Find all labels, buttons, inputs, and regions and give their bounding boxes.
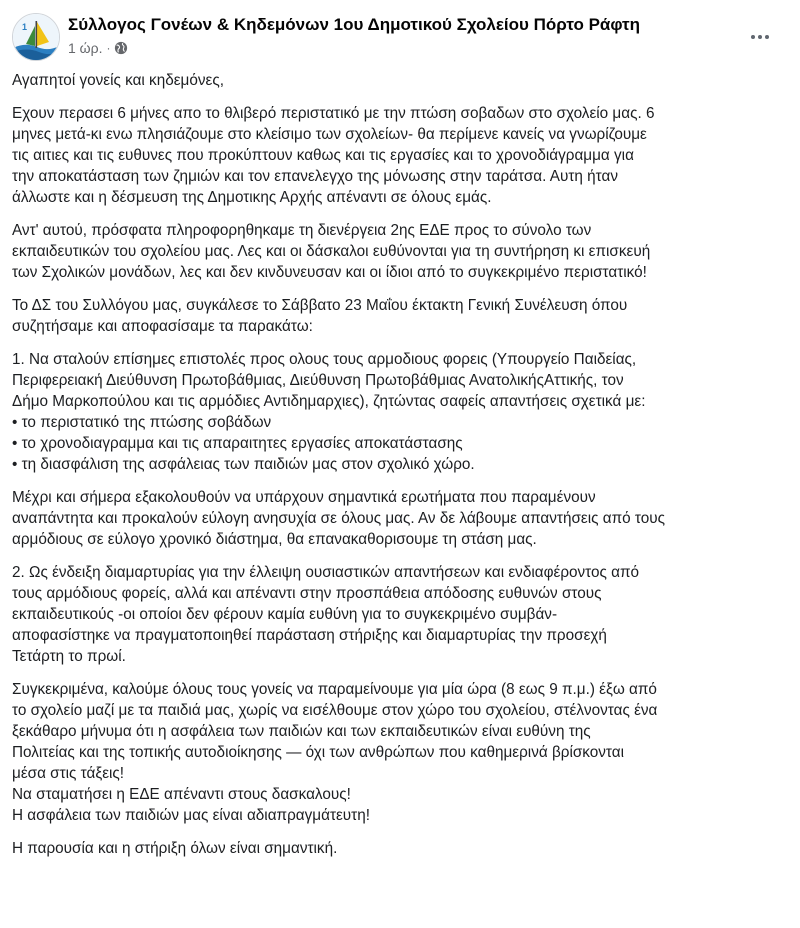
- post-text-line: Αγαπητοί γονείς και κηδεμόνες,: [12, 72, 224, 89]
- post-text-line: • το περιστατικό της πτώσης σοβάδων: [12, 414, 272, 431]
- post-text-line: Το ΔΣ του Συλλόγου μας, συγκάλεσε το Σάββατο 23 Μαΐου έκτακτη Γενική Συνέλευση όπου: [12, 297, 628, 314]
- post-text-line: Εχουν περασει 6 μήνες απο το θλιβερό περιστατικό με την πτώση σοβαδων στο σχολείο μας. 6: [12, 105, 655, 122]
- more-horizontal-icon: [751, 35, 769, 39]
- post-text-line: Η παρουσία και η στήριξη όλων είναι σημαντική.: [12, 840, 338, 857]
- post-text-line: αποφασίστηκε να πραγματοποιηθεί παράσταση στήριξης και διαμαρτυρίας την προσεχή: [12, 627, 607, 644]
- post-header: [12, 13, 788, 63]
- post-text-line: • το χρονοδιαγραμμα και τις απαραιτητες εργασίες αποκατάστασης: [12, 435, 463, 452]
- post-text-line: εκπαιδευτικών του σχολείου μας. Λες και οι δάσκαλοι ευθύνονται για τη συντήρηση κι επισκευή: [12, 243, 651, 260]
- post-text-line: το σχολείο μαζί με τα παιδιά μας, χωρίς να εισέλθουμε στον χώρο του σχολείου, στέλνοντας ένα: [12, 702, 658, 719]
- post-body: [12, 70, 786, 871]
- page-avatar[interactable]: [12, 13, 60, 61]
- post-text-line: Συγκεκριμένα, καλούμε όλους τους γονείς να παραμείνουμε για μία ώρα (8 εως 9 π.μ.) έξω από: [12, 681, 657, 698]
- post-text-line: ξεκάθαρο μήνυμα ότι η ασφάλεια των παιδιών και των εκπαιδευτικών είναι ευθύνη της: [12, 723, 591, 740]
- post-text-line: των Σχολικών μονάδων, λες και δεν κινδυνευσαν και οι ίδιοι από το συγκεκριμένο περιστατικό!: [12, 264, 647, 281]
- post-time[interactable]: 1 ώρ.: [68, 40, 103, 56]
- page-name[interactable]: Σύλλογος Γονέων & Κηδεμόνων 1ου Δημοτικού Σχολείου Πόρτο Ράφτη: [68, 15, 641, 34]
- post-text-line: μέσα στις τάξεις!: [12, 765, 125, 782]
- post-text-line: 2. Ως ένδειξη διαμαρτυρίας για την έλλειψη ουσιαστικών απαντήσεων και ενδιαφέροντος από: [12, 564, 640, 581]
- post-paragraph: [12, 103, 786, 208]
- post-paragraph: [12, 838, 786, 859]
- post-text-line: Η ασφάλεια των παιδιών μας είναι αδιαπραγμάτευτη!: [12, 807, 370, 824]
- post-text-line: την αποκατάσταση των ζημιών και τον επανελεγχο της μόνωσης στην ταράτσα. Αυτη ήταν: [12, 168, 618, 185]
- post-text-line: μηνες μετά-κι ενω πλησιάζουμε στο κλείσιμο των σχολείων- θα περίμενε κανείς να γνωρίζουμε: [12, 126, 647, 143]
- post-meta: [68, 40, 128, 56]
- post-text-line: αρμόδιους σε εύλογο χρονικό διάστημα, θα επανακαθορισουμε τη στάση μας.: [12, 531, 537, 548]
- post-text-line: Να σταματήσει η ΕΔΕ απέναντι στους δασκαλους!: [12, 786, 351, 803]
- post-text-line: τους αρμόδιους φορείς, αλλά και απέναντι στην προσπάθεια απόδοσης ευθυνών στους: [12, 585, 602, 602]
- meta-separator: ·: [106, 41, 111, 55]
- post-paragraph: [12, 295, 786, 337]
- more-options-button[interactable]: [742, 23, 778, 51]
- svg-text:1: 1: [22, 22, 28, 32]
- post-paragraph: [12, 70, 786, 91]
- globe-icon: [114, 41, 128, 55]
- post-text-line: 1. Να σταλούν επίσημες επιστολές προς ολους τους αρμοδιους φορεις (Υπουργείο Παιδείας,: [12, 351, 637, 368]
- post-paragraph: [12, 679, 786, 826]
- post-paragraph: [12, 220, 786, 283]
- post-text-line: Τετάρτη το πρωί.: [12, 648, 126, 665]
- post-paragraph: [12, 349, 786, 475]
- post-text-line: Περιφερειακή Διεύθυνση Πρωτοβάθμιας, Διεύθυνση Πρωτοβάθμιας ΑνατολικήςΑττικής, τον: [12, 372, 624, 389]
- post-text-line: • τη διασφάλιση της ασφάλειας των παιδιών μας στον σχολικό χώρο.: [12, 456, 475, 473]
- post-text-line: τις αιτιες και τις ευθυνες που προκύπτουν καθως και τις εργασίες και το χρονοδιάγραμμα για: [12, 147, 634, 164]
- post-paragraph: [12, 487, 786, 550]
- post-paragraph: [12, 562, 786, 667]
- post-text-line: εκπαιδευτικούς -οι οποίοι δεν φέρουν καμία ευθύνη για το συγκεκριμένο συμβάν-: [12, 606, 558, 623]
- avatar-logo-icon: [13, 14, 60, 61]
- post-text-line: συζητήσαμε και αποφασίσαμε τα παρακάτω:: [12, 318, 313, 335]
- post-text-line: Αντ' αυτού, πρόσφατα πληροφορηθηκαμε τη διενέργεια 2ης ΕΔΕ προς το σύνολο των: [12, 222, 592, 239]
- post-text-line: Δήμο Μαρκοπούλου και τις αρμόδιες Αντιδημαρχιες), ζητώντας σαφείς απαντήσεις σχετικά με:: [12, 393, 646, 410]
- post-text-line: άλλωστε και η δέσμευση της Δημοτικης Αρχής απέναντι σε όλους εμάς.: [12, 189, 492, 206]
- post-text-line: αναπάντητα και προκαλούν εύλογη ανησυχία σε όλους μας. Αν δε λάβουμε απαντήσεις από τους: [12, 510, 665, 527]
- post-text-line: Μέχρι και σήμερα εξακολουθούν να υπάρχουν σημαντικά ερωτήματα που παραμένουν: [12, 489, 596, 506]
- post-text-line: Πολιτείας και της τοπικής αυτοδιοίκησης — όχι των ανθρώπων που καθημερινά βρίσκονται: [12, 744, 624, 761]
